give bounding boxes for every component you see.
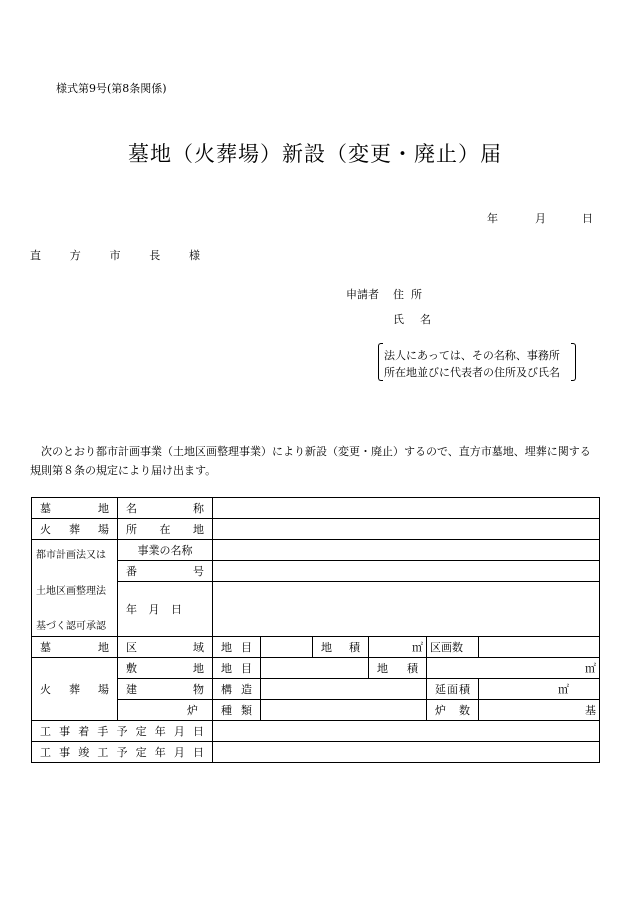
table-row <box>32 700 600 721</box>
crematorium-label: 火葬場 <box>32 519 118 540</box>
addressee-char: 直 <box>30 249 41 262</box>
plot-count-field[interactable] <box>479 637 600 658</box>
land-category-field[interactable] <box>261 637 313 658</box>
addressee-char: 様 <box>189 249 200 262</box>
table-row <box>32 637 600 658</box>
table-row <box>32 519 600 540</box>
date-month: 月 <box>535 212 546 225</box>
form-number: 様式第9号(第8条関係) <box>56 82 167 95</box>
corp-note-line: 法人にあっては、その名称、事務所 <box>384 349 560 362</box>
ymd-field[interactable] <box>213 582 600 637</box>
land-category-label: 地目 <box>213 637 261 658</box>
permit-line: 基づく認可承認 <box>36 621 106 632</box>
land-area-label: 地積 <box>313 637 369 658</box>
table-row <box>32 721 600 742</box>
number-field[interactable] <box>213 561 600 582</box>
furnace-label: 炉 <box>118 700 213 721</box>
land-area-unit: ㎡ <box>369 637 427 658</box>
structure-field[interactable] <box>261 679 427 700</box>
address-label: 住所 <box>393 288 429 301</box>
finish-date-field[interactable] <box>213 742 600 763</box>
floor-area-unit: ㎡ <box>479 679 600 700</box>
permit-group-label <box>32 540 118 637</box>
bracket-left <box>378 343 383 381</box>
corporation-note <box>378 343 576 381</box>
name-label: 氏名 <box>393 313 447 326</box>
structure-label: 構造 <box>213 679 261 700</box>
table-row <box>32 540 600 561</box>
table-row <box>32 582 600 588</box>
permit-line: 土地区画整理法 <box>36 585 106 597</box>
application-table <box>31 497 600 763</box>
declaration-text: 次のとおり都市計画事業（土地区画整理事業）により新設（変更・廃止）するので、直方市墓地、埋葬に関する規則第８条の規定により届け出ます。 <box>30 445 591 477</box>
location-field[interactable] <box>213 519 600 540</box>
corp-note-line: 所在地並びに代表者の住所及び氏名 <box>384 366 560 379</box>
location-label: 所在地 <box>118 519 213 540</box>
table-row <box>32 498 600 519</box>
ymd-label: 年月日 <box>118 582 213 637</box>
building-label: 建物 <box>118 679 213 700</box>
page-title: 墓地（火葬場）新設（変更・廃止）届 <box>128 142 502 166</box>
number-label: 番号 <box>118 561 213 582</box>
land-category2-field[interactable] <box>261 658 369 679</box>
start-date-label: 工事着手予定年月日 <box>32 721 213 742</box>
date-year: 年 <box>487 212 498 225</box>
furnace-unit: 基 <box>479 700 600 721</box>
crematorium2-label: 火葬場 <box>32 658 118 721</box>
addressee <box>30 247 200 263</box>
addressee-char: 長 <box>149 249 161 262</box>
cemetery-label: 墓地 <box>32 498 118 519</box>
name-cell-label: 名称 <box>118 498 213 519</box>
floor-area-label: 延面積 <box>427 679 479 700</box>
project-name-label: 事業の名称 <box>118 540 213 561</box>
land-area2-unit: ㎡ <box>427 658 600 679</box>
cemetery2-label: 墓地 <box>32 637 118 658</box>
date-day: 日 <box>582 212 593 225</box>
addressee-char: 市 <box>109 249 121 262</box>
table-row <box>32 679 600 700</box>
table-row <box>32 742 600 763</box>
applicant-label: 申請者 <box>346 288 379 301</box>
type-label: 種類 <box>213 700 261 721</box>
premises-label: 敷地 <box>118 658 213 679</box>
type-field[interactable] <box>261 700 427 721</box>
table-row <box>32 561 600 582</box>
addressee-char: 方 <box>69 249 81 262</box>
area-section-label: 区域 <box>118 637 213 658</box>
finish-date-label: 工事竣工予定年月日 <box>32 742 213 763</box>
bracket-right <box>571 343 576 381</box>
permit-line: 都市計画法又は <box>36 550 106 561</box>
furnace-count-label: 炉数 <box>427 700 479 721</box>
name-field[interactable] <box>213 498 600 519</box>
project-name-field[interactable] <box>213 540 600 561</box>
table-row <box>32 658 600 679</box>
plot-count-label: 区画数 <box>427 637 479 658</box>
land-category2-label: 地目 <box>213 658 261 679</box>
start-date-field[interactable] <box>213 721 600 742</box>
land-area2-label: 地積 <box>369 658 427 679</box>
